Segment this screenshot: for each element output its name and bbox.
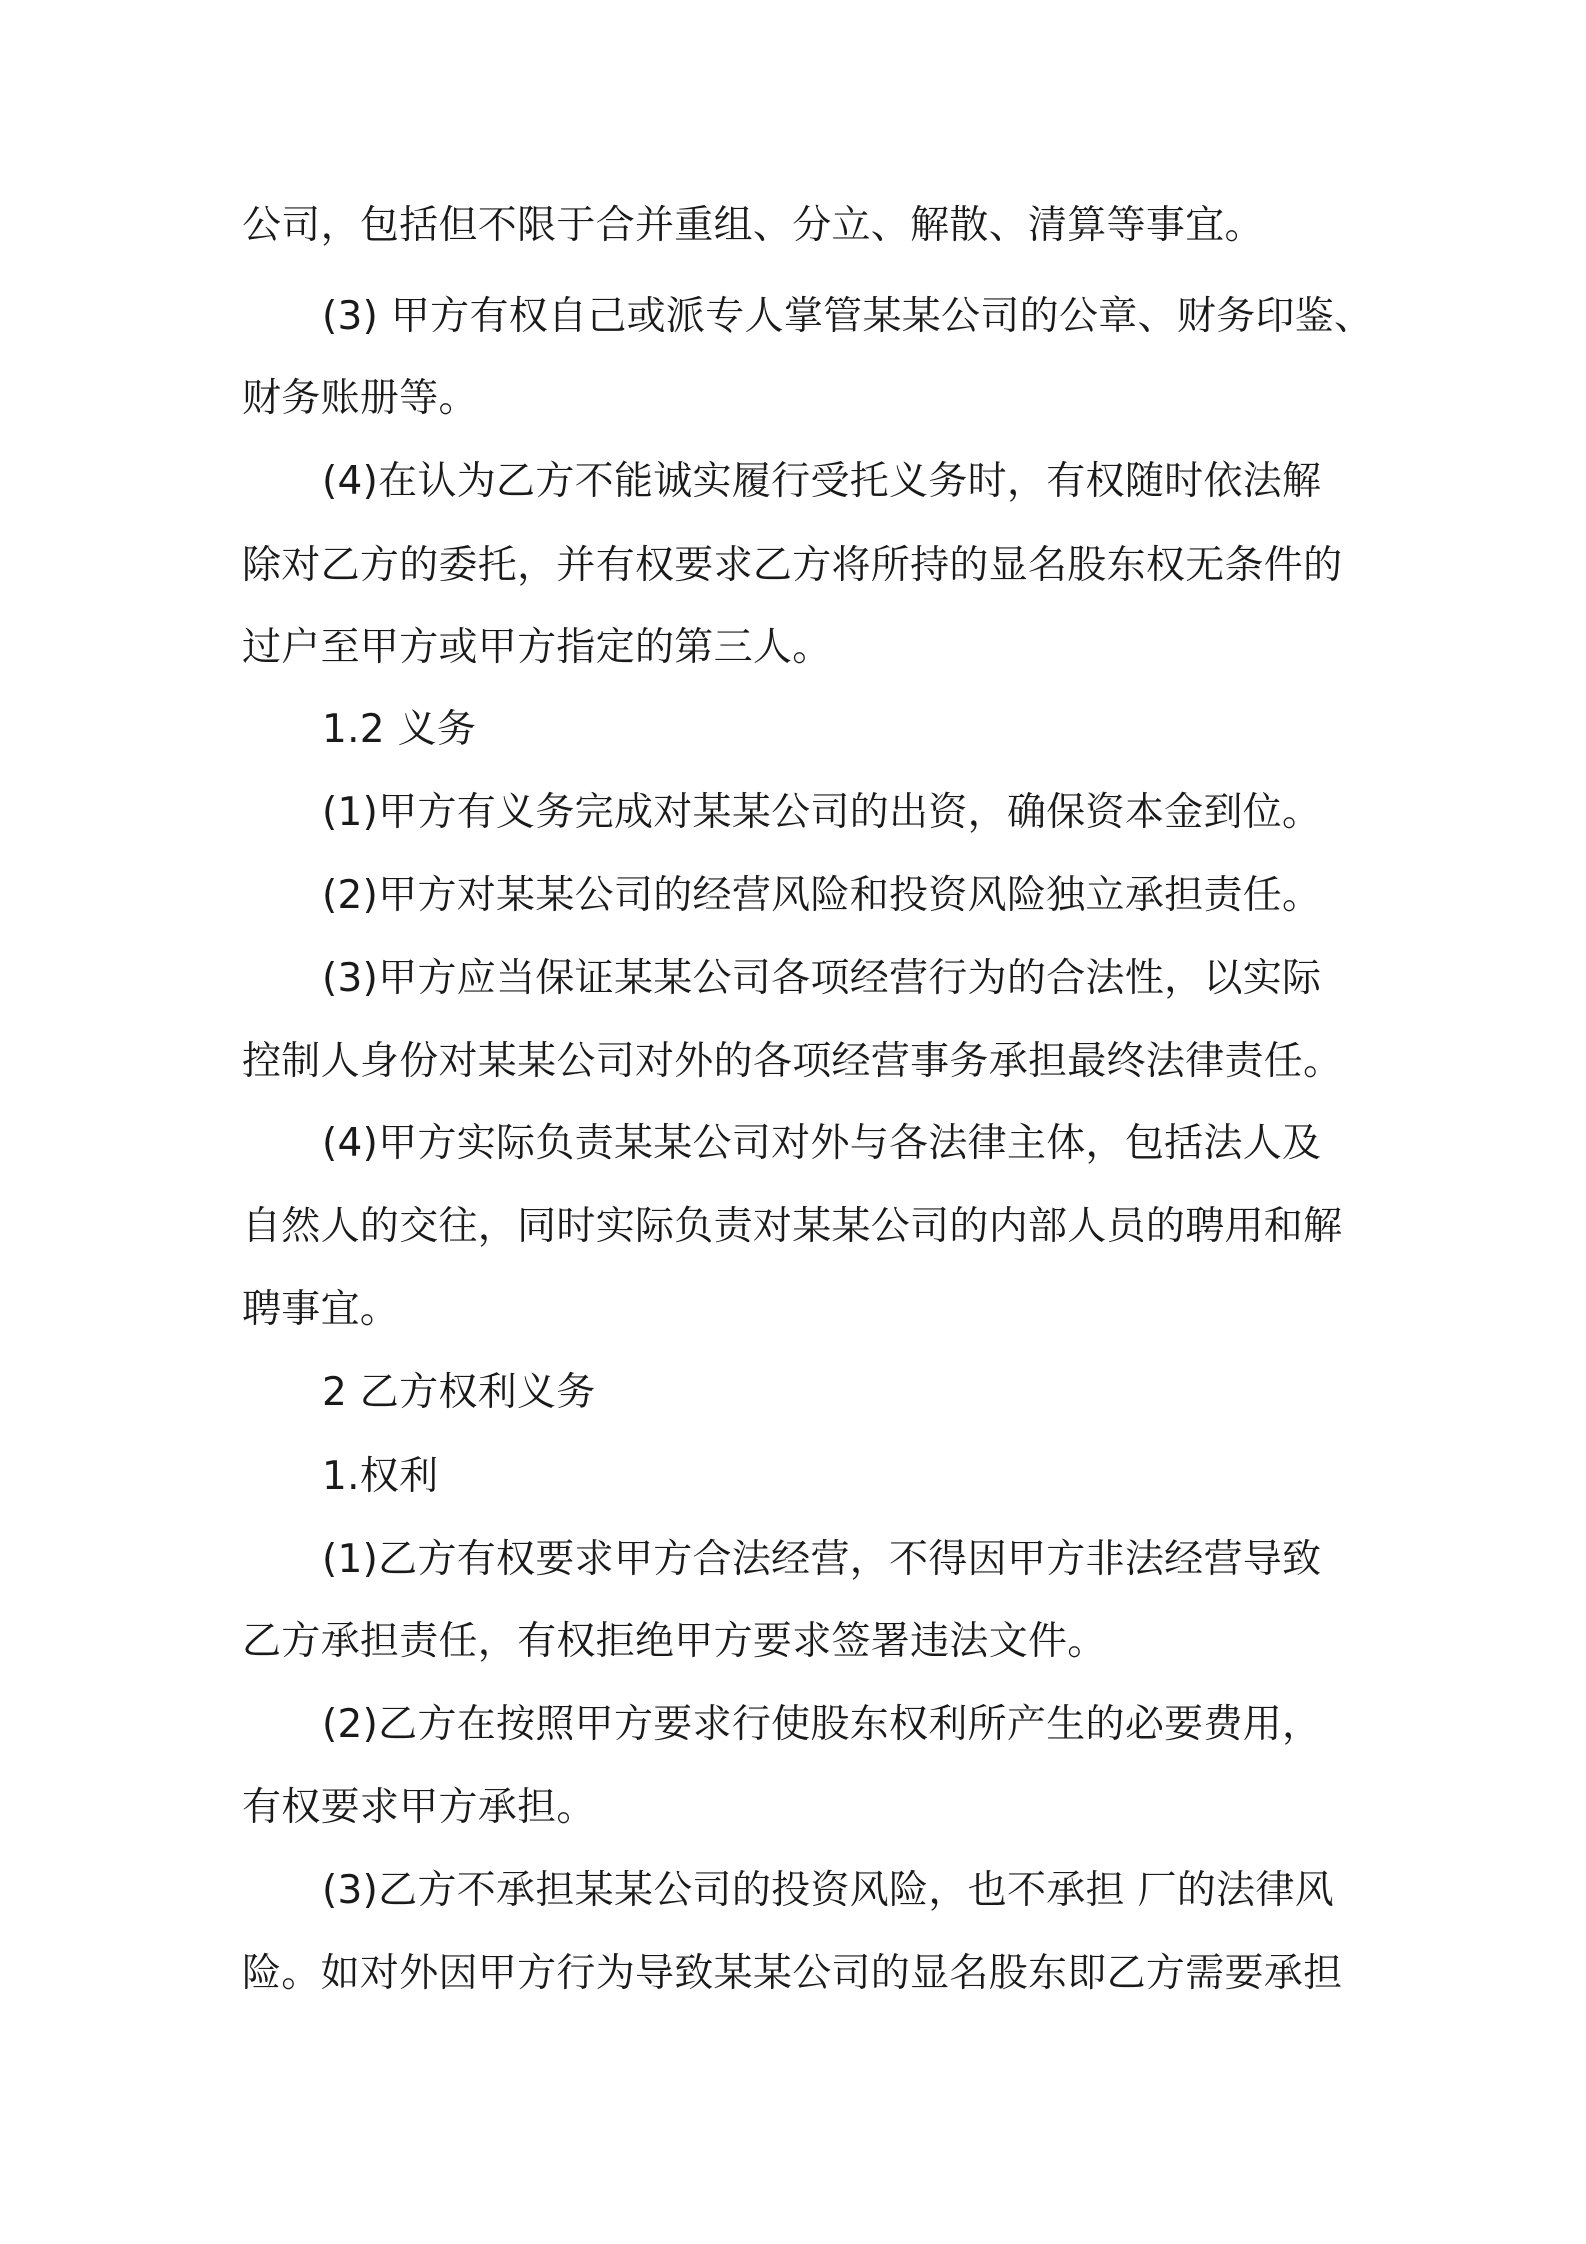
text-line-19: (2)乙方在按照甲方要求行使股东权利所产生的必要费用，: [322, 1702, 1322, 1747]
section-heading-rights: 1.权利: [322, 1454, 439, 1499]
section-heading-1-2: 1.2 义务: [322, 707, 477, 752]
text-line-8: (1)甲方有义务完成对某某公司的出资，确保资本金到位。: [322, 790, 1322, 835]
text-line-12: (4)甲方实际负责某某公司对外与各法律主体，包括法人及: [322, 1121, 1322, 1166]
text-line-2: (3) 甲方有权自己或派专人掌管某某公司的公章、财务印鉴、: [322, 294, 1374, 339]
text-line-3: 财务账册等。: [242, 376, 478, 421]
text-line-6: 过户至甲方或甲方指定的第三人。: [242, 625, 832, 670]
text-line-1: 公司，包括但不限于合并重组、分立、解散、清算等事宜。: [242, 203, 1264, 248]
text-line-14: 聘事宜。: [242, 1287, 400, 1332]
text-line-22: 险。如对外因甲方行为导致某某公司的显名股东即乙方需要承担: [242, 1951, 1343, 1996]
text-line-18: 乙方承担责任，有权拒绝甲方要求签署违法文件。: [242, 1619, 1107, 1664]
text-line-20: 有权要求甲方承担。: [242, 1785, 596, 1830]
text-line-21: (3)乙方不承担某某公司的投资风险，也不承担 厂的法律风: [322, 1868, 1335, 1913]
section-heading-2: 2 乙方权利义务: [322, 1370, 596, 1415]
text-line-4: (4)在认为乙方不能诚实履行受托义务时，有权随时依法解: [322, 459, 1322, 504]
text-line-5: 除对乙方的委托，并有权要求乙方将所持的显名股东权无条件的: [242, 543, 1343, 588]
text-line-17: (1)乙方有权要求甲方合法经营，不得因甲方非法经营导致: [322, 1537, 1322, 1582]
text-line-9: (2)甲方对某某公司的经营风险和投资风险独立承担责任。: [322, 873, 1322, 918]
text-line-13: 自然人的交往，同时实际负责对某某公司的内部人员的聘用和解: [242, 1204, 1343, 1249]
text-line-10: (3)甲方应当保证某某公司各项经营行为的合法性，以实际: [322, 956, 1322, 1001]
text-line-11: 控制人身份对某某公司对外的各项经营事务承担最终法律责任。: [242, 1039, 1343, 1084]
